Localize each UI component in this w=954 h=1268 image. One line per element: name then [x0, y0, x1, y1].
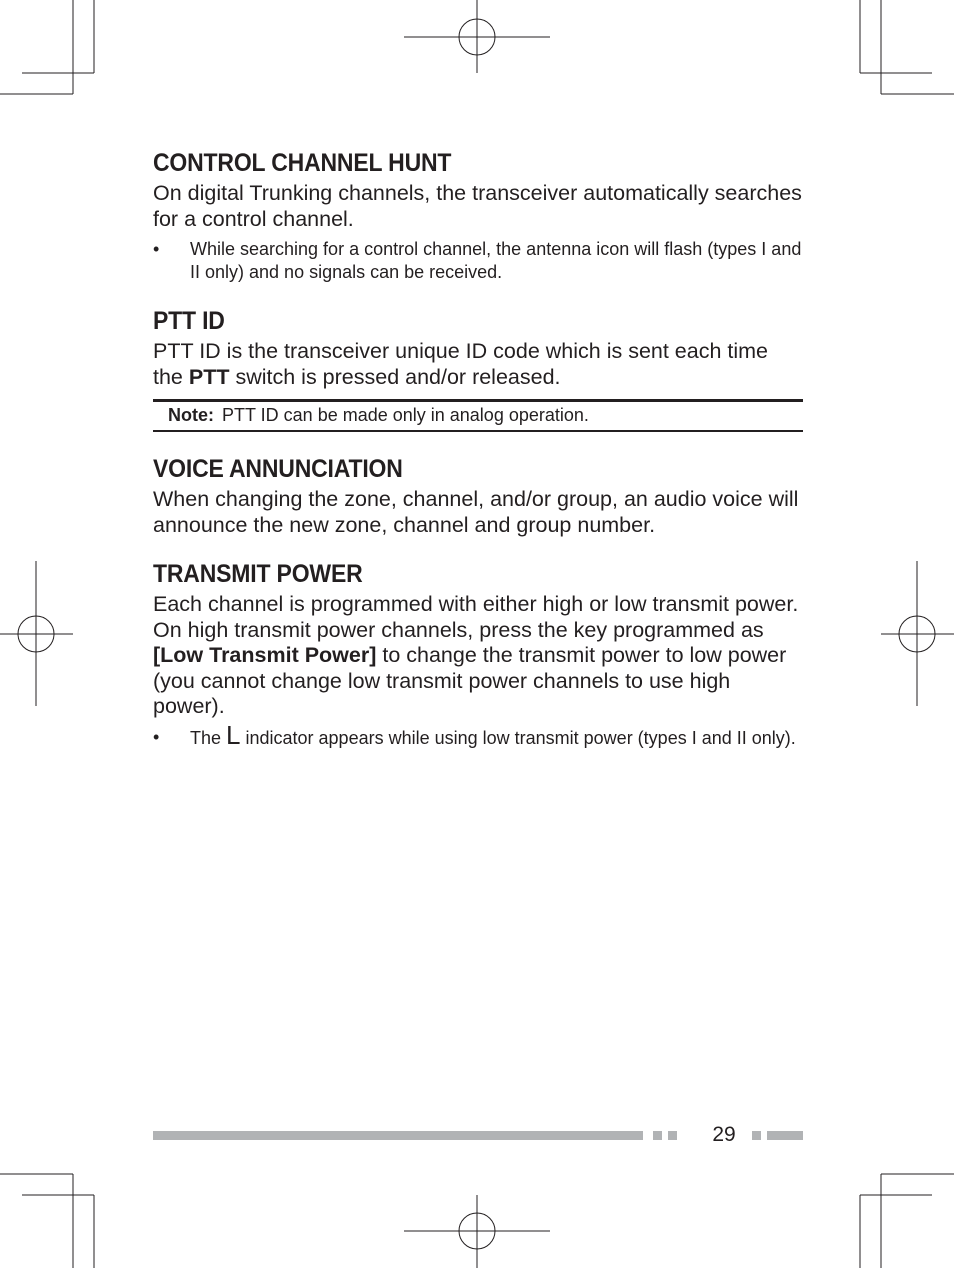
note-box — [153, 399, 803, 432]
section-body: On digital Trunking channels, the transceiver automatically searches for a control channel. — [153, 181, 802, 231]
footer-square — [752, 1131, 761, 1140]
section-voice-annunciation — [153, 454, 803, 538]
section-heading: CONTROL CHANNEL HUNT — [153, 149, 452, 177]
note-label: Note: — [168, 405, 214, 425]
registration-target-left — [0, 561, 73, 706]
section-body — [153, 592, 803, 720]
page-number: 29 — [712, 1123, 736, 1146]
section-body: When changing the zone, channel, and/or group, an audio voice will announce the new zone, channel and group number. — [153, 487, 799, 537]
section-heading: VOICE ANNUNCIATION — [153, 455, 403, 483]
bullet-item — [153, 719, 803, 750]
footer-bar — [153, 1131, 643, 1140]
registration-target-right — [881, 561, 954, 706]
section-heading: PTT ID — [153, 307, 225, 335]
footer-bar — [767, 1131, 803, 1140]
body-text: Each channel is programmed with either high or low transmit power. On high transmit power channels, press the key programmed as — [153, 592, 799, 642]
section-heading: TRANSMIT POWER — [153, 560, 363, 588]
body-text: to change the transmit power to low power (you cannot change low transmit power channels to use high power). — [153, 643, 787, 718]
registration-target-bottom — [404, 1195, 550, 1268]
bullet-glyph: • — [153, 726, 160, 747]
footer-square — [653, 1131, 662, 1140]
body-text: switch is pressed and/or released. — [229, 364, 561, 389]
bullet-text: indicator appears while using low transmit power (types I and II only). — [240, 727, 796, 748]
note-text: PTT ID can be made only in analog operation. — [222, 405, 589, 425]
bullet-text: The — [190, 727, 227, 748]
bullet-list — [153, 719, 803, 750]
registration-target-top — [404, 0, 550, 73]
bullet-glyph: • — [153, 239, 160, 259]
body-text: PTT ID is the transceiver unique ID code which is sent each time the — [153, 339, 769, 389]
section-control-channel-hunt — [153, 148, 803, 284]
bullet-list — [153, 238, 803, 284]
page-content — [153, 148, 803, 750]
ptt-key-name: PTT — [188, 364, 230, 389]
section-transmit-power — [153, 559, 803, 750]
section-ptt-id — [153, 306, 803, 432]
key-function-name: [Low Transmit Power] — [153, 643, 377, 667]
footer-square — [668, 1131, 677, 1140]
bullet-text: While searching for a control channel, the antenna icon will flash (types I and II only) and no signals can be received. — [190, 239, 802, 282]
bullet-item — [153, 238, 803, 284]
low-power-indicator-icon: L — [226, 719, 241, 750]
section-body — [153, 339, 803, 390]
